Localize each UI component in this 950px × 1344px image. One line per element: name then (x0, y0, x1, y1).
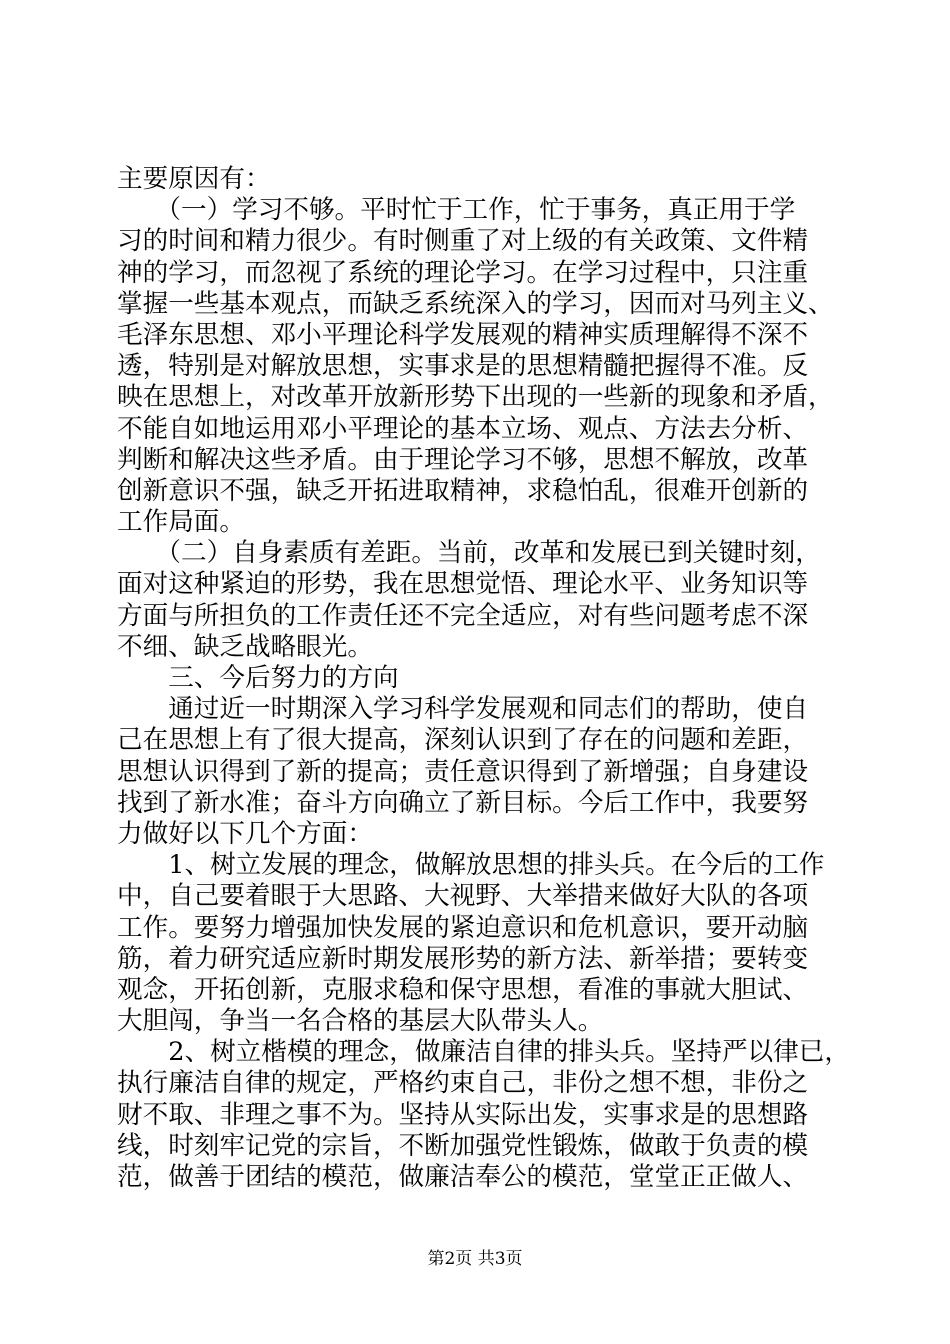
text-line: 习的时间和精力很少。有时侧重了对上级的有关政策、文件精 (117, 226, 809, 257)
text-line: 通过近一时期深入学习科学发展观和同志们的帮助，使自 (117, 694, 809, 725)
text-line: 己在思想上有了很大提高，深刻认识到了存在的问题和差距， (117, 725, 809, 756)
text-line: 三、今后努力的方向 (117, 663, 399, 693)
text-line: 筋，着力研究适应新时期发展形势的新方法、新举措；要转变 (117, 943, 809, 974)
text-line: 掌握一些基本观点，而缺乏系统深入的学习，因而对马列主义、 (117, 288, 834, 319)
text-line: 执行廉洁自律的规定，严格约束自己，非份之想不想，非份之 (117, 1068, 809, 1099)
text-line: 不能自如地运用邓小平理论的基本立场、观点、方法去分析、 (117, 413, 809, 444)
text-line: 大胆闯，争当一名合格的基层大队带头人。 (117, 1006, 604, 1037)
text-line: 不细、缺乏战略眼光。 (117, 631, 373, 662)
text-line: 找到了新水准；奋斗方向确立了新目标。今后工作中，我要努 (117, 787, 809, 818)
text-line: 2、树立楷模的理念，做廉洁自律的排头兵。坚持严以律已， (117, 1037, 850, 1068)
text-line: （二）自身素质有差距。当前，改革和发展已到关键时刻， (117, 538, 821, 569)
text-line: 工作局面。 (117, 507, 245, 538)
text-line: 线，时刻牢记党的宗旨，不断加强党性锻炼，做敢于负责的模 (117, 1130, 809, 1161)
text-line: 毛泽东思想、邓小平理论科学发展观的精神实质理解得不深不 (117, 319, 809, 350)
text-line: 创新意识不强，缺乏开拓进取精神，求稳怕乱，很难开创新的 (117, 475, 809, 506)
text-line: 工作。要努力增强加快发展的紧迫意识和危机意识，要开动脑 (117, 912, 809, 943)
text-line: 判断和解决这些矛盾。由于理论学习不够，思想不解放，改革 (117, 444, 809, 475)
text-line: 透，特别是对解放思想，实事求是的思想精髓把握得不准。反 (117, 351, 809, 382)
text-line: 力做好以下几个方面： (117, 818, 373, 849)
page-footer: 第2页 共3页 (427, 1249, 523, 1269)
text-line: 神的学习，而忽视了系统的理论学习。在学习过程中，只注重 (117, 257, 809, 288)
text-line: 中，自己要着眼于大思路、大视野、大举措来做好大队的各项 (117, 881, 809, 912)
text-line: （一）学习不够。平时忙于工作，忙于事务，真正用于学 (117, 195, 796, 226)
text-line: 映在思想上，对改革开放新形势下出现的一些新的现象和矛盾， (117, 382, 834, 413)
text-line: 范，做善于团结的模范，做廉洁奉公的模范，堂堂正正做人、 (117, 1162, 809, 1192)
text-line: 思想认识得到了新的提高；责任意识得到了新增强；自身建设 (117, 756, 809, 787)
text-line: 1、树立发展的理念，做解放思想的排头兵。在今后的工作 (117, 850, 825, 881)
text-line: 面对这种紧迫的形势，我在思想觉悟、理论水平、业务知识等 (117, 569, 809, 600)
text-line: 方面与所担负的工作责任还不完全适应，对有些问题考虑不深 (117, 600, 809, 631)
text-line: 主要原因有： (117, 164, 271, 194)
text-line: 观念，开拓创新，克服求稳和保守思想，看准的事就大胆试、 (117, 974, 809, 1005)
text-line: 财不取、非理之事不为。坚持从实际出发，实事求是的思想路 (117, 1099, 809, 1130)
